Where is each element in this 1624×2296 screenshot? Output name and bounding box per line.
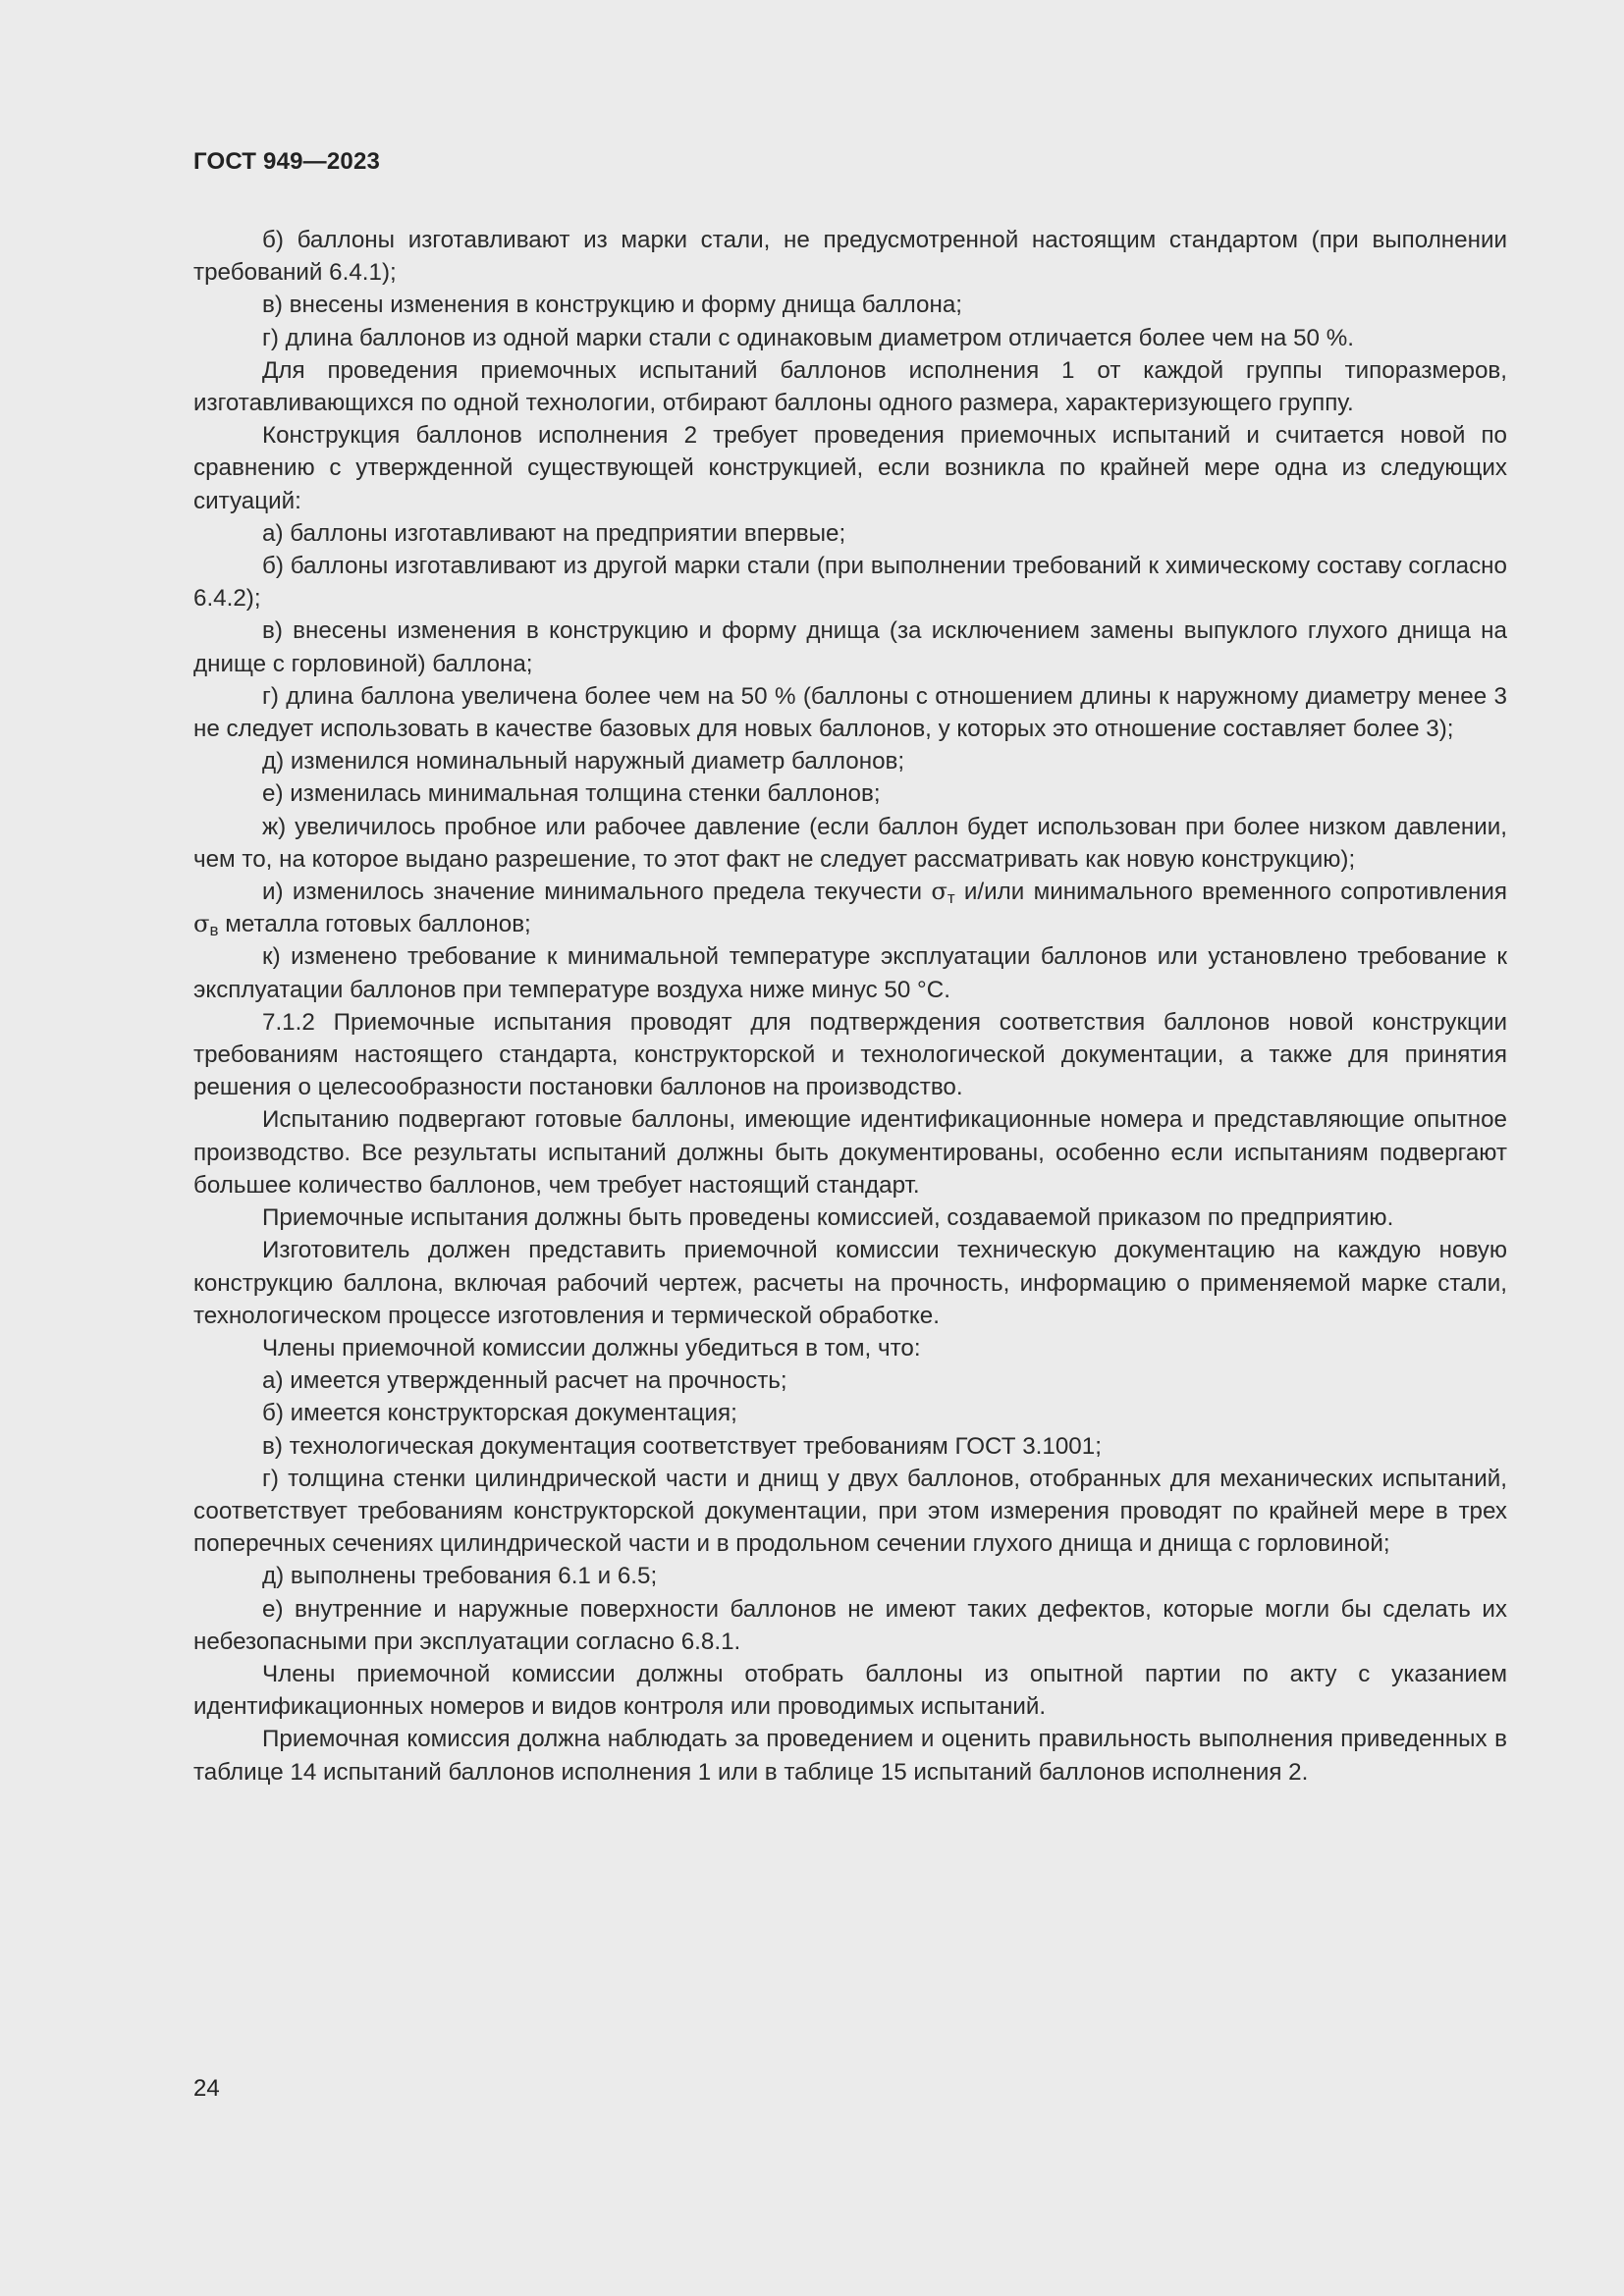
paragraph: г) толщина стенки цилиндрической части и днищ у двух баллонов, отобранных для механических испытаний, соответствует требованиям конструкторской документации, при этом измерения проводят по крайней мере в трех поперечных сечениях цилиндрической части и в продольном сечении глухого днища и днища с горловиной;	[193, 1465, 1507, 1558]
page-number: 24	[193, 2075, 220, 2102]
paragraph: б) имеется конструкторская документация;	[262, 1400, 737, 1427]
paragraph: Члены приемочной комиссии должны отобрать баллоны из опытной партии по акту с указанием идентификационных номеров и видов контроля или проводимых испытаний.	[193, 1660, 1507, 1721]
paragraph: е) изменилась минимальная толщина стенки баллонов;	[262, 780, 881, 808]
paragraph: д) изменился номинальный наружный диаметр баллонов;	[262, 748, 905, 775]
paragraph: а) имеется утвержденный расчет на прочность;	[262, 1367, 787, 1395]
document-body	[193, 224, 1507, 1789]
sigma-symbol: σ	[193, 910, 210, 938]
paragraph: г) длина баллона увеличена более чем на 50 % (баллоны с отношением длины к наружному диаметру менее 3 не следует использовать в качестве базовых для новых баллонов, у которых это отношение составляет более 3);	[193, 682, 1507, 743]
paragraph: к) изменено требование к минимальной температуре эксплуатации баллонов или установлено требование к эксплуатации баллонов при температуре воздуха ниже минус 50 °С.	[193, 943, 1507, 1003]
paragraph: Приемочная комиссия должна наблюдать за проведением и оценить правильность выполнения приведенных в таблице 14 испытаний баллонов исполнения 1 или в таблице 15 испытаний баллонов исполнения 2.	[193, 1726, 1507, 1786]
paragraph: Для проведения приемочных испытаний баллонов исполнения 1 от каждой группы типоразмеров, изготавливающихся по одной технологии, отбирают баллоны одного размера, характеризующего группу.	[193, 356, 1507, 417]
text-fragment: и) изменилось значение минимального предела текучести	[262, 879, 932, 906]
sigma-symbol: σ	[931, 878, 947, 906]
subscript-t: т	[947, 888, 955, 908]
paragraph: б) баллоны изготавливают из марки стали, не предусмотренной настоящим стандартом (при выполнении требований 6.4.1);	[193, 227, 1507, 287]
paragraph: Члены приемочной комиссии должны убедиться в том, что:	[262, 1334, 921, 1362]
paragraph: Приемочные испытания должны быть проведены комиссией, создаваемой приказом по предприятию.	[262, 1204, 1394, 1232]
text-fragment: и/или минимального временного сопротивления	[954, 879, 1507, 906]
paragraph: 7.1.2 Приемочные испытания проводят для подтверждения соответствия баллонов новой конструкции требованиям настоящего стандарта, конструкторской и технологической документации, а также для принятия решения о целесообразности постановки баллонов на производство.	[193, 1008, 1507, 1101]
paragraph-sigma	[193, 876, 1507, 940]
text-fragment: металла готовых баллонов;	[218, 911, 531, 938]
subscript-v: в	[209, 921, 219, 940]
document-number-header: ГОСТ 949—2023	[193, 148, 381, 175]
paragraph: б) баллоны изготавливают из другой марки стали (при выполнении требований к химическому составу согласно 6.4.2);	[193, 553, 1507, 613]
paragraph: д) выполнены требования 6.1 и 6.5;	[262, 1563, 658, 1590]
paragraph: в) технологическая документация соответствует требованиям ГОСТ 3.1001;	[262, 1432, 1102, 1460]
paragraph: ж) увеличилось пробное или рабочее давление (если баллон будет использован при более низком давлении, чем то, на которое выдано разрешение, то этот факт не следует рассматривать как новую конструкцию);	[193, 813, 1507, 873]
paragraph: Конструкция баллонов исполнения 2 требует проведения приемочных испытаний и считается новой по сравнению с утвержденной существующей конструкцией, если возникла по крайней мере одна из следующих ситуаций:	[193, 422, 1507, 514]
paragraph: Испытанию подвергают готовые баллоны, имеющие идентификационные номера и представляющие опытное производство. Все результаты испытаний должны быть документированы, особенно если испытаниям подвергают большее количество баллонов, чем требует настоящий стандарт.	[193, 1106, 1507, 1199]
paragraph: г) длина баллонов из одной марки стали с одинаковым диаметром отличается более чем на 50 %.	[262, 324, 1354, 351]
paragraph: а) баллоны изготавливают на предприятии впервые;	[262, 519, 846, 547]
paragraph: Изготовитель должен представить приемочной комиссии техническую документацию на каждую новую конструкцию баллона, включая рабочий чертеж, расчеты на прочность, информацию о применяемой марке стали, технологическом процессе изготовления и термической обработке.	[193, 1237, 1507, 1329]
paragraph: в) внесены изменения в конструкцию и форму днища баллона;	[262, 292, 962, 319]
paragraph: е) внутренние и наружные поверхности баллонов не имеют таких дефектов, которые могли бы сделать их небезопасными при эксплуатации согласно 6.8.1.	[193, 1595, 1507, 1655]
paragraph: в) внесены изменения в конструкцию и форму днища (за исключением замены выпуклого глухого днища на днище с горловиной) баллона;	[193, 617, 1507, 677]
